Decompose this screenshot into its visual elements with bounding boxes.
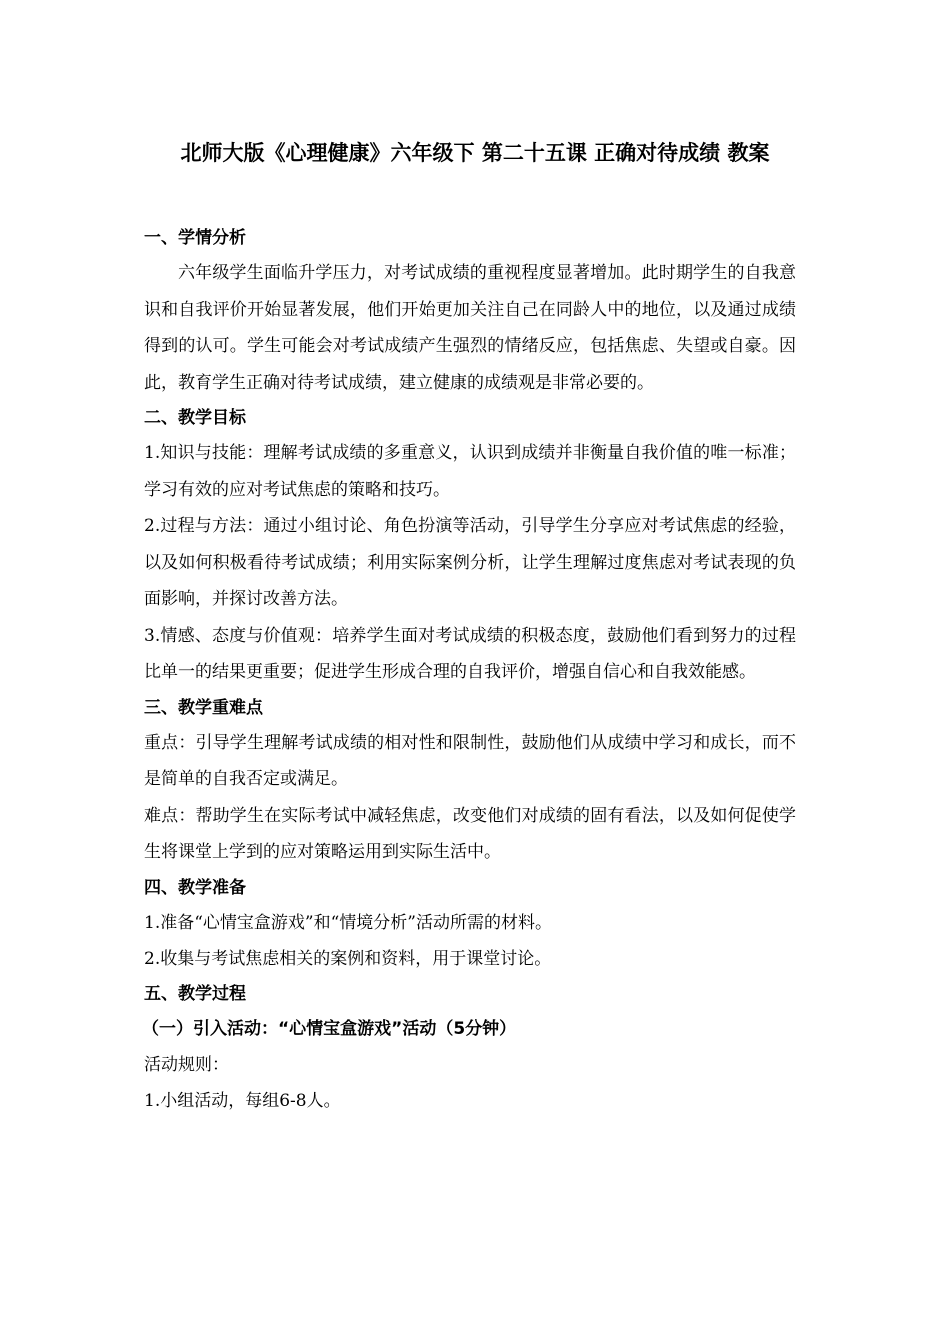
paragraph: 1.准备“心情宝盒游戏”和“情境分析”活动所需的材料。 <box>144 912 552 933</box>
paragraph: 3.情感、态度与价值观：培养学生面对考试成绩的积极态度，鼓励他们看到努力的过程比单一的结果更重要；促进学生形成合理的自我评价，增强自信心和自我效能感。 <box>144 625 796 682</box>
paragraph: 重点：引导学生理解考试成绩的相对性和限制性，鼓励他们从成绩中学习和成长，而不是简单的自我否定或满足。 <box>144 732 796 789</box>
paragraph: 1.小组活动，每组6-8人。 <box>144 1090 341 1111</box>
paragraph: 难点：帮助学生在实际考试中减轻焦虑，改变他们对成绩的固有看法，以及如何促使学生将课堂上学到的应对策略运用到实际生活中。 <box>144 805 796 862</box>
paragraph: 2.收集与考试焦虑相关的案例和资料，用于课堂讨论。 <box>144 948 552 969</box>
section-heading-key-difficult-points: 三、教学重难点 <box>144 697 263 718</box>
document-body <box>144 221 796 1119</box>
subsection-heading-intro-activity: （一）引入活动：“心情宝盒游戏”活动（5分钟） <box>142 1018 517 1039</box>
section-heading-teaching-process: 五、教学过程 <box>144 983 246 1004</box>
paragraph: 1.知识与技能：理解考试成绩的多重意义，认识到成绩并非衡量自我价值的唯一标准；学习有效的应对考试焦虑的策略和技巧。 <box>144 443 796 500</box>
section-heading-learner-analysis: 一、学情分析 <box>144 228 246 248</box>
paragraph: 六年级学生面临升学压力，对考试成绩的重视程度显著增加。此时期学生的自我意识和自我评价开始显著发展，他们开始更加关注自己在同龄人中的地位，以及通过成绩得到的认可。学生可能会对考试成绩产生强烈的情绪反应，包括焦虑、失望或自豪。因此，教育学生正确对待考试成绩，建立健康的成绩观是非常必要的。 <box>144 263 796 393</box>
section-heading-teaching-goals: 二、教学目标 <box>144 408 246 428</box>
paragraph: 2.过程与方法：通过小组讨论、角色扮演等活动，引导学生分享应对考试焦虑的经验，以及如何积极看待考试成绩；利用实际案例分析，让学生理解过度焦虑对考试表现的负面影响，并探讨改善方法。 <box>144 516 796 609</box>
document-title: 北师大版《心理健康》六年级下 第二十五课 正确对待成绩 教案 <box>180 141 770 165</box>
paragraph: 活动规则： <box>144 1054 229 1075</box>
section-heading-teaching-preparation: 四、教学准备 <box>144 877 246 898</box>
